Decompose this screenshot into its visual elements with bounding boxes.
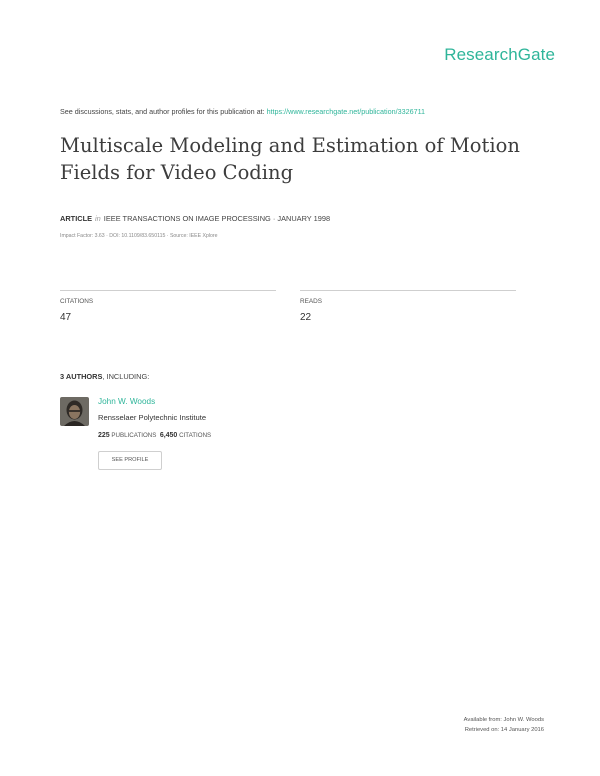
available-from: Available from: John W. Woods [463,717,544,723]
page-title [60,132,540,186]
authors-count: 3 AUTHORS [60,372,103,381]
author-stats [98,432,211,439]
disclaimer-text: See discussions, stats, and author profiles for this publication at: [60,107,265,116]
author-institution: Rensselaer Polytechnic Institute [98,413,207,422]
author-citations-label: CITATIONS [179,432,212,439]
citations-divider [60,290,276,291]
researchgate-logo[interactable]: ResearchGate [444,45,555,64]
publication-meta [60,214,330,223]
publication-venue: IEEE TRANSACTIONS ON IMAGE PROCESSING · JANUARY 1998 [103,214,331,223]
disclaimer [60,107,425,116]
authors-including: , INCLUDING: [102,372,150,381]
author-publications-count: 225 [98,432,110,439]
citations-label: CITATIONS [60,298,94,305]
authors-heading [60,372,149,381]
in-word: in [95,214,101,223]
author-publications-label: PUBLICATIONS [111,432,157,439]
publication-submeta: Impact Factor: 3.63 · DOI: 10.1109/83.650115 · Source: IEEE Xplore [60,233,218,239]
retrieved-on: Retrieved on: 14 January 2016 [464,727,544,733]
publication-type: ARTICLE [60,214,93,223]
author-avatar[interactable] [60,397,89,426]
reads-divider [300,290,516,291]
reads-label: READS [300,298,323,305]
publication-link[interactable]: https://www.researchgate.net/publication/3326711 [266,107,426,116]
title-line-1: Multiscale Modeling and Estimation of Motion [60,134,520,157]
reads-count: 22 [300,312,312,323]
author-name-link[interactable]: John W. Woods [98,397,156,406]
author-photo [60,397,89,426]
footer-info [464,715,544,735]
title-line-2: Fields for Video Coding [60,161,294,184]
author-citations-count: 6,450 [159,432,178,439]
citations-count: 47 [60,312,72,323]
see-profile-button[interactable]: SEE PROFILE [98,451,162,470]
